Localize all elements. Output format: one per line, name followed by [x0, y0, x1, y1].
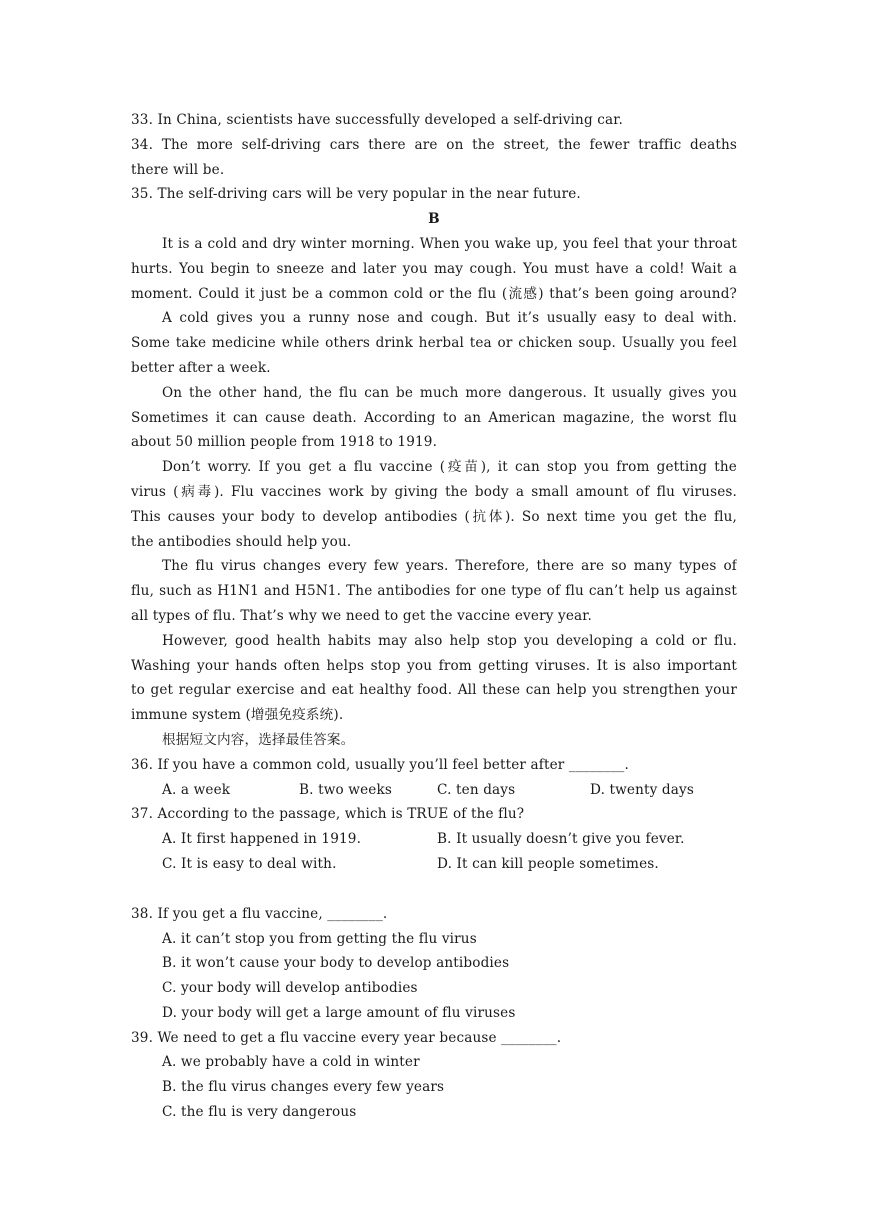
passage-line: It is a cold and dry winter morning. When you wake up, you feel that your throat — [162, 235, 737, 252]
passage-line: However, good health habits may also help stop you developing a cold or flu. — [162, 632, 737, 649]
passage-line: Sometimes it can cause death. According to an American magazine, the worst flu — [131, 409, 737, 426]
option-d: D. twenty days — [590, 781, 694, 798]
passage-line: On the other hand, the flu can be much more dangerous. It usually gives you — [162, 384, 737, 401]
option-b: B. the flu virus changes every few years — [162, 1079, 445, 1096]
question-37-options-row1 — [131, 827, 737, 852]
question-37-options-row2 — [131, 852, 737, 877]
passage-line: hurts. You begin to sneeze and later you may cough. You must have a cold! Wait a — [131, 260, 737, 277]
option-c: C. ten days — [437, 781, 516, 798]
option-a: A. it can’t stop you from getting the flu virus — [162, 930, 477, 947]
statement-34-line2: there will be. — [131, 161, 225, 178]
question-38-stem: 38. If you get a flu vaccine, ________. — [131, 905, 388, 922]
statement-33: 33. In China, scientists have successfully developed a self-driving car. — [131, 112, 623, 128]
passage-line: all types of flu. That’s why we need to get the vaccine every year. — [131, 607, 592, 624]
option-b: B. two weeks — [299, 781, 392, 798]
passage-line: Don’t worry. If you get a flu vaccine (疫苗), it can stop you from getting the — [162, 459, 737, 476]
passage-line: Washing your hands often helps stop you from getting viruses. It is also important — [131, 657, 737, 674]
passage-line: This causes your body to develop antibodies (抗体). So next time you get the flu, — [131, 508, 737, 525]
option-c: C. It is easy to deal with. — [162, 855, 337, 872]
spacer — [131, 877, 737, 902]
question-36-stem: 36. If you have a common cold, usually you’ll feel better after ________. — [131, 756, 629, 773]
option-a: A. we probably have a cold in winter — [162, 1054, 420, 1071]
passage-line: virus (病毒). Flu vaccines work by giving the body a small amount of flu viruses. — [131, 483, 737, 500]
statement-35: 35. The self-driving cars will be very popular in the near future. — [131, 186, 581, 203]
question-39-stem: 39. We need to get a flu vaccine every year because ________. — [131, 1029, 562, 1046]
passage-line: immune system (增强免疫系统). — [131, 707, 344, 724]
passage-line: flu, such as H1N1 and H5N1. The antibodies for one type of flu can’t help us against — [131, 583, 737, 600]
passage-line: better after a week. — [131, 359, 271, 376]
passage-line: The flu virus changes every few years. Therefore, there are so many types of — [162, 558, 737, 575]
passage-line: the antibodies should help you. — [131, 533, 352, 550]
option-d: D. It can kill people sometimes. — [437, 855, 659, 872]
option-d: D. your body will get a large amount of flu viruses — [162, 1004, 516, 1021]
option-a: A. It first happened in 1919. — [162, 831, 362, 848]
statement-34-line1: 34. The more self-driving cars there are on the street, the fewer traffic deaths — [131, 136, 737, 153]
exam-page — [131, 108, 737, 1125]
passage-line: about 50 million people from 1918 to 1919. — [131, 434, 438, 451]
option-b: B. it won’t cause your body to develop antibodies — [162, 955, 510, 972]
passage-line: A cold gives you a runny nose and cough. But it’s usually easy to deal with. — [162, 310, 737, 327]
option-b: B. It usually doesn’t give you fever. — [437, 831, 685, 848]
question-37-stem: 37. According to the passage, which is TRUE of the flu? — [131, 806, 525, 823]
option-a: A. a week — [162, 781, 231, 798]
passage-line: moment. Could it just be a common cold or the flu (流感) that’s been going around? — [131, 285, 737, 302]
passage-line: to get regular exercise and eat healthy food. All these can help you strengthen your — [131, 682, 737, 699]
option-c: C. the flu is very dangerous — [162, 1104, 357, 1121]
instruction: 根据短文内容，选择最佳答案。 — [162, 731, 355, 748]
section-title: B — [428, 211, 440, 228]
passage-line: Some take medicine while others drink herbal tea or chicken soup. Usually you feel — [131, 335, 737, 352]
question-36-options — [131, 778, 737, 803]
option-c: C. your body will develop antibodies — [162, 980, 418, 997]
